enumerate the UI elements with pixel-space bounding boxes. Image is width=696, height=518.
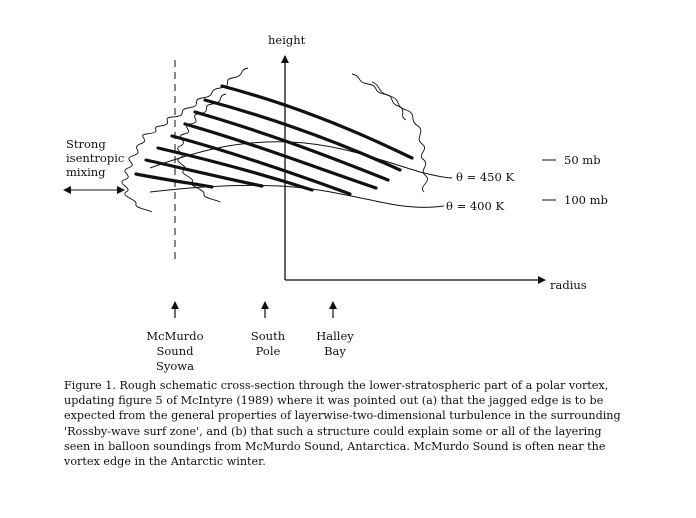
station-halley-bay-line-2: Bay <box>324 344 346 358</box>
station-mcmurdo-line-3: Syowa <box>156 359 194 373</box>
theta-400-label: θ = 400 K <box>446 199 505 213</box>
mixing-label-line-3: mixing <box>66 165 106 179</box>
pressure-100-label: 100 mb <box>564 193 608 207</box>
caption-line: vortex edge in the Antarctic winter. <box>64 455 266 469</box>
theta-400-contour <box>150 185 444 207</box>
height-axis-label: height <box>268 33 306 47</box>
station-mcmurdo-line-2: Sound <box>156 344 194 358</box>
caption-line: Figure 1. Rough schematic cross-section through the lower-stratospheric part of a polar vortex, <box>64 379 609 392</box>
jagged-edge-right-inner <box>352 74 406 120</box>
mixing-label-line-1: Strong <box>66 137 106 151</box>
mixing-label-line-2: isentropic <box>66 151 125 165</box>
vortex-layer <box>185 124 376 188</box>
theta-450-label: θ = 450 K <box>456 170 515 184</box>
caption-line: expected from the general properties of layerwise-two-dimensional turbulence in the surrounding <box>64 409 621 423</box>
figure-caption <box>64 378 684 469</box>
pressure-50-label: 50 mb <box>564 153 601 167</box>
station-south-pole-line-2: Pole <box>255 344 281 358</box>
station-south-pole-line-1: South <box>250 329 286 343</box>
station-mcmurdo-line-1: McMurdo <box>146 329 204 343</box>
vortex-layer <box>195 112 388 180</box>
vortex-layers <box>136 86 412 194</box>
radius-axis-label: radius <box>550 278 587 292</box>
vortex-layer <box>136 174 212 187</box>
caption-line: updating figure 5 of McIntyre (1989) where it was pointed out (a) that the jagged edge is to be <box>64 394 604 408</box>
caption-line: 'Rossby-wave surf zone', and (b) that such a structure could explain some or all of the layering <box>64 424 602 438</box>
vortex-layer <box>222 86 412 158</box>
station-halley-bay-line-1: Halley <box>316 329 354 343</box>
vortex-layer <box>146 160 262 186</box>
caption-line: seen in balloon soundings from McMurdo Sound, Antarctica. McMurdo Sound is often near the <box>64 439 606 453</box>
